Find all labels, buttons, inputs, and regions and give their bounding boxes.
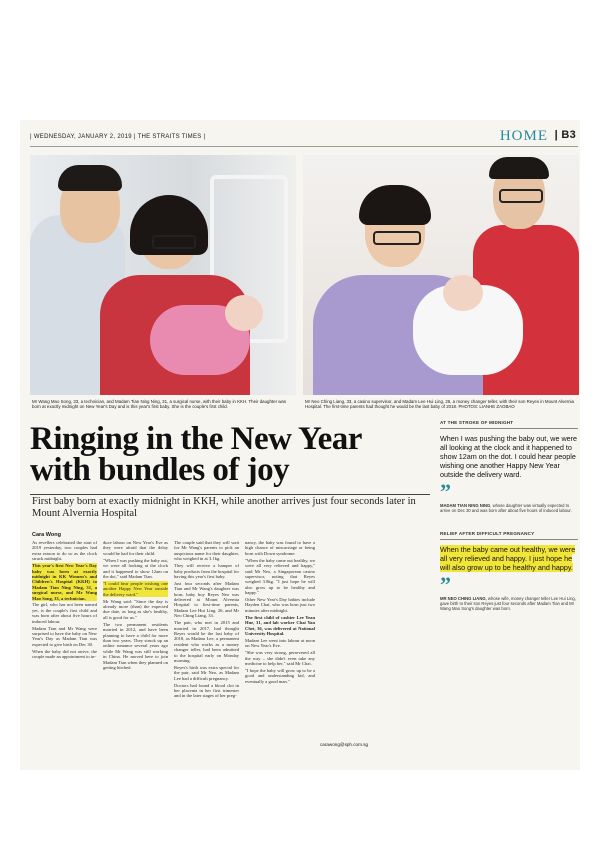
paragraph: Other New Year's Day babies include Hayden Chai, who was born just two minutes after midnight. bbox=[245, 597, 315, 613]
paragraph: Just four seconds after Madam Tian and Mr Wang's daughter was born, baby boy Reyes Neo was delivered at Mount Alvernia Hospital to first-time parents, Madam Lee Hui Ling, 26, and Mr Neo Ching Liang, 33. bbox=[174, 580, 239, 619]
byline: Cara Wong bbox=[32, 532, 61, 538]
photo-kkh-family bbox=[30, 155, 296, 395]
paragraph: The couple said that they will wait for Mr Wang's parents to pick an auspicious name for their daughter, who weighed in at 3.1kg. bbox=[174, 540, 239, 562]
paragraph: Reyes's birth was extra special for the pair, said Mr Neo, as Madam Lee had a difficult pregnancy. bbox=[174, 664, 239, 681]
section-name: HOME bbox=[499, 128, 548, 144]
sidebar-tag: AT THE STROKE OF MIDNIGHT bbox=[440, 420, 578, 429]
paragraph: When the baby did not arrive, the couple made an appointment to in- bbox=[32, 648, 97, 660]
paragraph: nancy, the baby was found to have a high chance of miscarriage or being born with Down syndrome. bbox=[245, 540, 315, 556]
issue-date: | WEDNESDAY, JANUARY 2, 2019 | THE STRAITS TIMES | bbox=[30, 134, 206, 140]
attribution-name: MADAM TIAN NING NING bbox=[440, 503, 491, 508]
attribution-text: , whose daughter was virtually expected to arrive on Dec 30 and was born after about five hours of induced labour. bbox=[440, 503, 572, 513]
standfirst: First baby born at exactly midnight in KKH, while another arrives just four seconds later in Mount Alvernia Hospital bbox=[32, 496, 416, 519]
photo-caption-right: Mr Neo Ching Liang, 33, a casino supervisor, and Madam Lee Hui Ling, 26, a money changer teller, with their son Reyes in Mount Alvernia Hospital. The first-time parents had thought he would be the last baby of 2018. PHOTOS: LIANHE ZAOBAO bbox=[305, 399, 574, 410]
attribution-text: , whose wife, money changer teller Lee Hui Ling, gave birth to their son Reyes just four seconds after Madam Tian and Mr Wang Mao Song's daughter was born. bbox=[440, 596, 576, 611]
quote-attribution bbox=[440, 503, 578, 513]
attribution-name: MR NEO CHING LIANG bbox=[440, 596, 486, 601]
headline bbox=[30, 421, 430, 488]
paragraph: They will receive a hamper of baby products from the hospital for having this year's first baby. bbox=[174, 563, 239, 579]
page-number: | B3 bbox=[554, 129, 576, 141]
paragraph: The two permanent residents married in 2012, and have been planning to have a child for more than two years. They struck up an online romance several years ago while Mr Wang was still working in China. He moved here to join Madam Tian when they planned on getting hitched. bbox=[103, 621, 168, 670]
pull-quote-highlighted bbox=[440, 545, 578, 572]
photo-mount-alvernia-family bbox=[303, 155, 579, 395]
sidebar-tag: RELIEF AFTER DIFFICULT PREGNANCY bbox=[440, 531, 578, 540]
pull-quote: When I was pushing the baby out, we were all looking at the clock and it happened to show 12am on the dot. I could hear people wishing one another Happy New Year outside the delivery ward. bbox=[440, 434, 578, 479]
paragraph: "I hope the baby will grow up to be a good and understanding kid, and eventually a good man." bbox=[245, 667, 315, 684]
paragraph: Doctors had found a blood clot in her placenta in her first trimester and in the later stages of her preg- bbox=[174, 682, 239, 699]
paragraph-highlighted: This year's first New Year's Day baby was born at exactly midnight in KK Women's and Children's Hospital (KKH) to Madam Tian Ning Ning, 31, a surgical nurse, and Mr Wang Mao Song, 33, a technician. bbox=[32, 563, 97, 601]
paragraph: Madam Lee went into labour at noon on New Year's Eve. bbox=[245, 637, 315, 649]
paragraph: duce labour on New Year's Eve as they were afraid that the delay would be bad for their child. bbox=[103, 540, 168, 556]
paragraph: The first child of cashier Lee Yean Hue, 31, and lab worker Chai Yan Chet, 36, was delivered at National University Hospital. bbox=[245, 614, 315, 636]
photo-caption-left: Mr Wang Mao Song, 33, a technician, and Madam Tian Ning Ning, 31, a surgical nurse, with their baby in KKH. Their daughter was born at exactly midnight on New Year's Day and is this year's first baby. She is the couple's first child. bbox=[32, 399, 287, 410]
paragraph-highlighted: "I could hear people wishing one another Happy New Year outside the delivery ward." bbox=[103, 580, 168, 597]
pull-quote-text: When the baby came out healthy, we were all very relieved and happy. I just hope he will also grow up to be healthy and happy. bbox=[440, 545, 576, 572]
paragraph: The girl, who has not been named yet, is the couple's first child and was born after about five hours of induced labour. bbox=[32, 602, 97, 624]
quote-mark-icon: ” bbox=[440, 572, 451, 597]
quote-sidebar bbox=[440, 420, 578, 611]
headline-line-1: Ringing in the New Year bbox=[30, 421, 362, 457]
paragraph: "She was very strong, persevered all the way – she didn't even take any medicine to help her," said Mr Chai. bbox=[245, 650, 315, 667]
page-header bbox=[30, 128, 580, 144]
paragraph: "When the baby came out healthy, we were all very relieved and happy," said Mr Neo, a Singaporean casino supervisor, noting that Reyes weighed 3.8kg. "I just hope he will also grow up to be healthy and happy." bbox=[245, 557, 315, 596]
quote-mark-icon: ” bbox=[440, 479, 451, 504]
author-email: carawong@sph.com.sg bbox=[320, 742, 369, 747]
standfirst-rule bbox=[30, 494, 430, 495]
paragraph: "When I was pushing the baby out, we were all looking at the clock and it happened to show 12am on the dot," said Madam Tian. bbox=[103, 557, 168, 579]
paragraph: Madam Tian and Mr Wang were surprised to have the baby on New Year's Day as Madam Tian was expected to give birth on Dec 30. bbox=[32, 625, 97, 647]
quote-attribution bbox=[440, 596, 578, 611]
paragraph: Mr Wang said: "Since the day is already more (than) the expected due date, as long as she's healthy, all is good for us." bbox=[103, 598, 168, 620]
article-column-3 bbox=[174, 540, 239, 700]
header-rule bbox=[30, 146, 578, 147]
article-column-2 bbox=[103, 540, 168, 672]
paragraph: As revellers celebrated the start of 2019 yesterday, two couples had extra reason to do so as the clock struck midnight. bbox=[32, 540, 97, 562]
headline-line-2: with bundles of joy bbox=[30, 452, 290, 488]
article-column-4 bbox=[245, 540, 315, 686]
article-column-1 bbox=[32, 540, 97, 661]
paragraph: The pair, who met in 2015 and married in 2017, had thought Reyes would be the last baby of 2018, as Madam Lee, a permanent resident who works as a money changer teller, had been admitted to the hospital early on Monday morning. bbox=[174, 620, 239, 664]
